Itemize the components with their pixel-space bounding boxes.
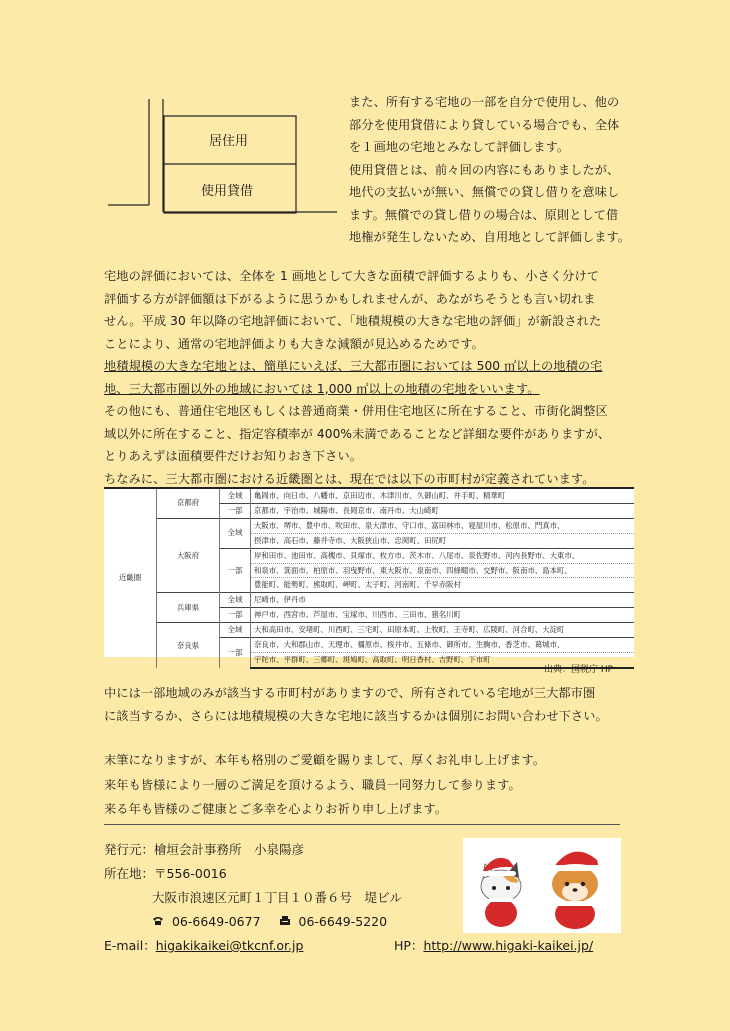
scope-part: 一部 [220, 608, 251, 623]
prefecture-hyogo: 兵庫県 [157, 593, 220, 623]
scope-part: 一部 [220, 503, 251, 518]
cat-icon [479, 856, 521, 927]
hp-label: HP： [394, 938, 424, 953]
prefecture-osaka: 大阪府 [157, 518, 220, 593]
dog-icon [551, 850, 602, 930]
municipality-list: 亀岡市、向日市、八幡市、京田辺市、木津川市、久御山町、井手町、精華町 [251, 488, 635, 503]
diagram-label-residential: 居住用 [209, 134, 249, 149]
street-address: 大阪市浪速区元町１丁目１０番６号 堤ビル [152, 890, 403, 905]
publisher-info [104, 838, 594, 958]
closing-paragraph [104, 748, 545, 822]
municipality-list: 神戸市、西宮市、芦屋市、宝塚市、川西市、三田市、猪名川町 [251, 608, 635, 623]
phone-icon [152, 910, 168, 934]
land-valuation-paragraph [104, 265, 610, 490]
municipality-list: 豊能町、能勢町、熊取町、岬町、太子町、河南町、千早赤阪村 [251, 578, 635, 593]
municipality-list: 京都市、宇治市、城陽市、長岡京市、南丹市、大山崎町 [251, 503, 635, 518]
municipality-list: 岸和田市、池田市、高槻市、貝塚市、枚方市、茨木市、八尾市、泉佐野市、河内長野市、大東市、 [251, 548, 635, 563]
text-line: 末筆になりますが、本年も格別のご愛顧を賜りまして、厚くお礼申し上げます。 [104, 753, 546, 767]
prefecture-kyoto: 京都府 [157, 488, 220, 518]
text-line: 評価する方が評価額は下がるように思うかもしれませんが、あながちそうとも言い切れま [104, 291, 596, 306]
text-line: を１画地の宅地とみなして評価します。 [349, 140, 570, 154]
text-line: に該当するか、さらには地積規模の大きな宅地に該当するかは個別にお問い合わせ下さい。 [104, 708, 608, 723]
prefecture-nara: 奈良県 [157, 623, 220, 668]
publisher-name: 檜垣会計事務所 小泉陽彦 [154, 842, 305, 857]
intro-paragraph [349, 91, 630, 249]
text-line: 宅地の評価においては、全体を 1 画地として大きな面積で評価するよりも、小さく分けて [104, 269, 600, 283]
text-line: また、所有する宅地の一部を自分で使用し、他の [349, 95, 620, 109]
email-label: E-mail： [104, 938, 156, 953]
address-label: 所在地： [104, 866, 155, 881]
text-line: とりあえずは面積要件だけお知りおき下さい。 [104, 449, 363, 463]
scope-all: 全域 [220, 623, 251, 638]
divider [104, 824, 620, 825]
municipality-list: 大和高田市、安堵町、川西町、三宅町、田原本町、上牧町、王寺町、広陵町、河合町、大淀町 [251, 623, 635, 638]
underlined-line: 地積規模の大きな宅地とは、簡単にいえば、三大都市圏においては 500 ㎡以上の地積の宅 [104, 359, 603, 373]
fax-number: 06-6649-5220 [298, 914, 388, 929]
phone-number: 06-6649-0677 [171, 914, 261, 929]
text-line: ちなみに、三大都市圏における近畿圏とは、現在では以下の市町村が定義されています。 [104, 471, 595, 486]
scope-all: 全域 [220, 593, 251, 608]
scope-all: 全域 [220, 488, 251, 503]
text-line: 来年も皆様により一層のご満足を頂けるよう、職員一同努力して参ります。 [104, 777, 521, 792]
text-line: ことにより、通常の宅地評価よりも大きな減額が見込めるためです。 [104, 336, 484, 351]
text-line: 来る年も皆様のご健康とご多幸を心よりお祈り申し上げます。 [104, 802, 448, 816]
text-line: ます。無償での貸し借りの場合は、原則として借 [349, 207, 619, 222]
region-cell: 近畿圏 [104, 488, 157, 668]
inquiry-paragraph [104, 682, 608, 727]
publisher-label: 発行元： [104, 842, 155, 857]
land-use-diagram [105, 94, 340, 219]
underlined-line: 地、三大都市圏以外の地域においては 1,000 ㎡以上の地積の宅地をいいます。 [104, 381, 540, 396]
fax-icon [279, 910, 295, 934]
scope-all: 全域 [220, 518, 251, 548]
municipality-list: 大阪市、堺市、豊中市、吹田市、泉大津市、守口市、富田林市、寝屋川市、松原市、門真市、 [251, 518, 635, 533]
santa-pets-illustration [463, 838, 621, 933]
text-line: 使用貸借とは、前々回の内容にもありましたが、 [349, 162, 620, 177]
text-line: その他にも、普通住宅地区もしくは普通商業・併用住宅地区に所在すること、市街化調整区 [104, 404, 608, 418]
text-line: 部分を使用貸借により貸している場合でも、全体 [349, 117, 620, 132]
text-line: 地権が発生しないため、自用地として評価します。 [349, 230, 631, 244]
municipality-list: 尼崎市、伊丹市 [251, 593, 635, 608]
postal-code: 〒556-0016 [154, 866, 227, 881]
municipality-list: 和泉市、箕面市、柏原市、羽曳野市、東大阪市、泉南市、四條畷市、交野市、阪南市、島本町、 [251, 563, 635, 578]
table-source: 出典：国税庁 HP [544, 665, 614, 675]
scope-part: 一部 [220, 638, 251, 668]
text-line: 域以外に所在すること、指定容積率が 400%未満であることなど詳細な要件がありますが、 [104, 426, 611, 441]
municipality-list: 奈良市、大和郡山市、天理市、橿原市、桜井市、五條市、御所市、生駒市、香芝市、葛城市、 [251, 638, 635, 653]
homepage-link[interactable]: http://www.higaki-kaikei.jp/ [423, 938, 594, 953]
municipality-list: 宇陀市、平群町、三郷町、斑鳩町、高取町、明日香村、吉野町、下市町 [251, 652, 635, 667]
diagram-label-loan: 使用貸借 [201, 184, 254, 199]
email-link[interactable]: higakikaikei@tkcnf.or.jp [155, 938, 304, 953]
kinki-municipalities-table [104, 487, 634, 664]
scope-part: 一部 [220, 548, 251, 593]
text-line: 中には一部地域のみが該当する市町村がありますので、所有されている宅地が三大都市圏 [104, 686, 596, 700]
text-line: せん。平成 30 年以降の宅地評価において、「地積規模の大きな宅地の評価」が新設された [104, 314, 602, 328]
municipality-list: 摂津市、高石市、藤井寺市、大阪狭山市、忠岡町、田尻町 [251, 533, 635, 548]
text-line: 地代の支払いが無い、無償での貸し借りを意味し [349, 185, 620, 199]
